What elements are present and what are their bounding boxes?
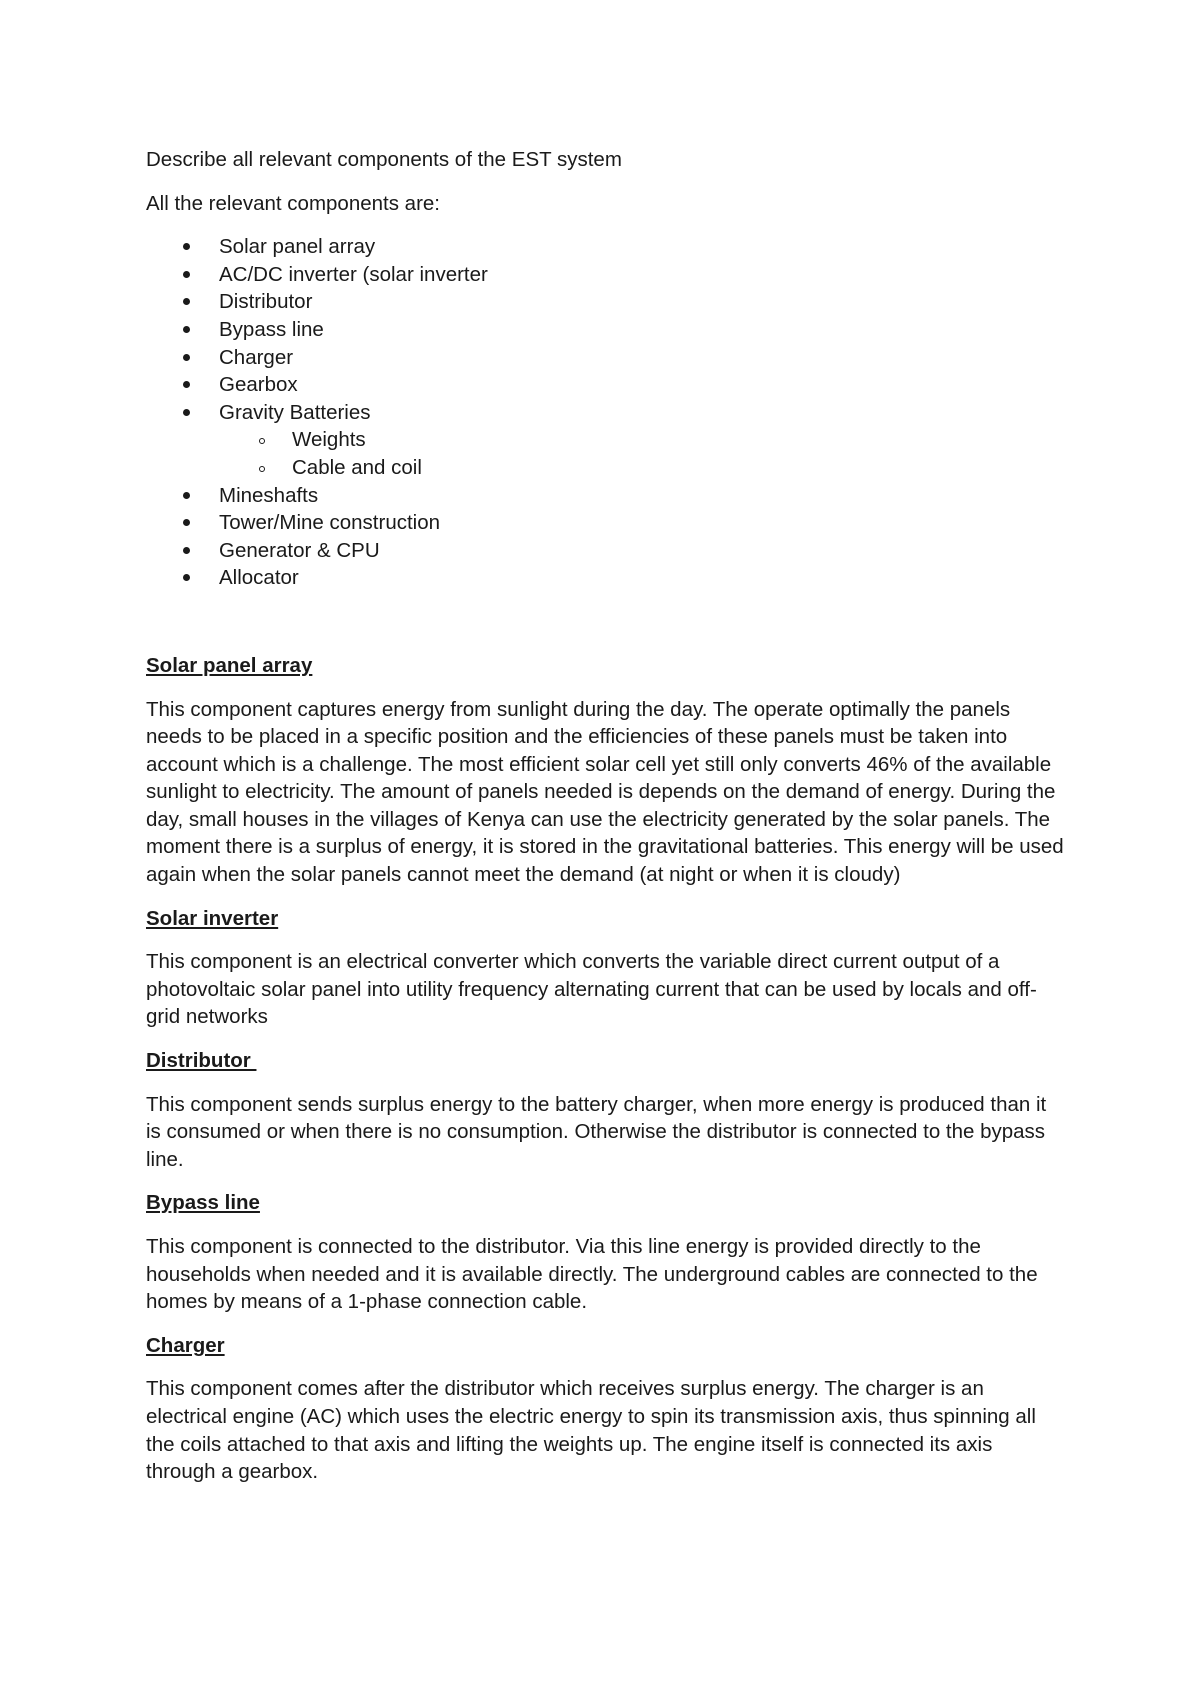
list-item (146, 399, 1066, 482)
bullet-icon (183, 409, 190, 416)
sub-list-item-label: Weights (292, 428, 366, 452)
bullet-icon (183, 243, 190, 250)
list-item (146, 537, 1066, 565)
list-item-label: Bypass line (219, 317, 324, 341)
bullet-icon (183, 574, 190, 581)
list-item (146, 371, 1066, 399)
document-question: Describe all relevant components of the EST system (146, 148, 622, 171)
list-item (146, 233, 1066, 261)
list-item (146, 261, 1066, 289)
section-body: This component is an electrical converter which converts the variable direct current output of a photovoltaic solar panel into utility frequency alternating current that can be used by locals and off-grid networks (146, 950, 1037, 1029)
components-intro: All the relevant components are: (146, 191, 440, 215)
section-distributor (146, 1047, 1066, 1173)
bullet-icon (183, 547, 190, 554)
bullet-icon (183, 381, 190, 388)
list-item-label: Gravity Batteries (219, 400, 371, 424)
section-body: This component captures energy from sunlight during the day. The operate optimally the panels needs to be placed in a specific position and the efficiencies of these panels must be taken into account which is a challenge. The most efficient solar cell yet still only converts 46% of the available sunlight to electricity. The amount of panels needed is depends on the demand of energy. During the day, small houses in the villages of Kenya can use the electricity generated by the solar panels. The moment there is a surplus of energy, it is stored in the gravitational batteries. This energy will be used again when the solar panels cannot meet the demand (at night or when it is cloudy) (146, 697, 1064, 887)
sub-list-item-label: Cable and coil (292, 455, 422, 479)
sub-list-item (219, 426, 1066, 454)
section-solar-panel-array (146, 652, 1066, 889)
bullet-icon (183, 519, 190, 526)
section-spacer (146, 592, 1066, 652)
section-charger (146, 1332, 1066, 1486)
section-body: This component is connected to the distributor. Via this line energy is provided directly to the households when needed and it is available directly. The underground cables are connected to the homes by means of a 1-phase connection cable. (146, 1235, 1038, 1314)
list-item (146, 564, 1066, 592)
bullet-icon (183, 271, 190, 278)
bullet-icon (183, 354, 190, 361)
section-body: This component sends surplus energy to the battery charger, when more energy is produced than it is consumed or when there is no consumption. Otherwise the distributor is connected to the bypass line. (146, 1092, 1047, 1171)
bullet-icon (183, 298, 190, 305)
circle-bullet-icon (259, 438, 265, 444)
list-item-label: Charger (219, 345, 294, 369)
bullet-icon (183, 492, 190, 499)
components-list (146, 233, 1066, 592)
list-item-label: Mineshafts (219, 483, 319, 507)
list-item (146, 509, 1066, 537)
section-body: This component comes after the distributor which receives surplus energy. The charger is an electrical engine (AC) which uses the electric energy to spin its transmission axis, thus spinning all the coils attached to that axis and lifting the weights up. The engine itself is connected its axis through a gearbox. (146, 1377, 1036, 1484)
bullet-icon (183, 326, 190, 333)
list-item (146, 316, 1066, 344)
section-heading: Solar panel array (146, 653, 313, 677)
list-item-label: Gearbox (219, 373, 298, 397)
list-item-label: AC/DC inverter (solar inverter (219, 262, 488, 286)
section-heading: Distributor (146, 1049, 257, 1073)
sub-list-item (219, 454, 1066, 482)
section-heading: Bypass line (146, 1191, 260, 1215)
list-item-label: Generator & CPU (219, 538, 380, 562)
list-item-label: Allocator (219, 566, 299, 590)
list-item-label: Distributor (219, 290, 313, 314)
list-item-label: Solar panel array (219, 235, 376, 259)
list-item-label: Tower/Mine construction (219, 511, 441, 535)
list-item (146, 482, 1066, 510)
circle-bullet-icon (259, 466, 265, 472)
section-heading: Charger (146, 1333, 225, 1357)
section-bypass-line (146, 1189, 1066, 1315)
sub-list (219, 426, 1066, 481)
list-item (146, 288, 1066, 316)
section-solar-inverter (146, 905, 1066, 1031)
list-item (146, 344, 1066, 372)
document-page (146, 146, 1066, 1502)
section-heading: Solar inverter (146, 906, 279, 930)
